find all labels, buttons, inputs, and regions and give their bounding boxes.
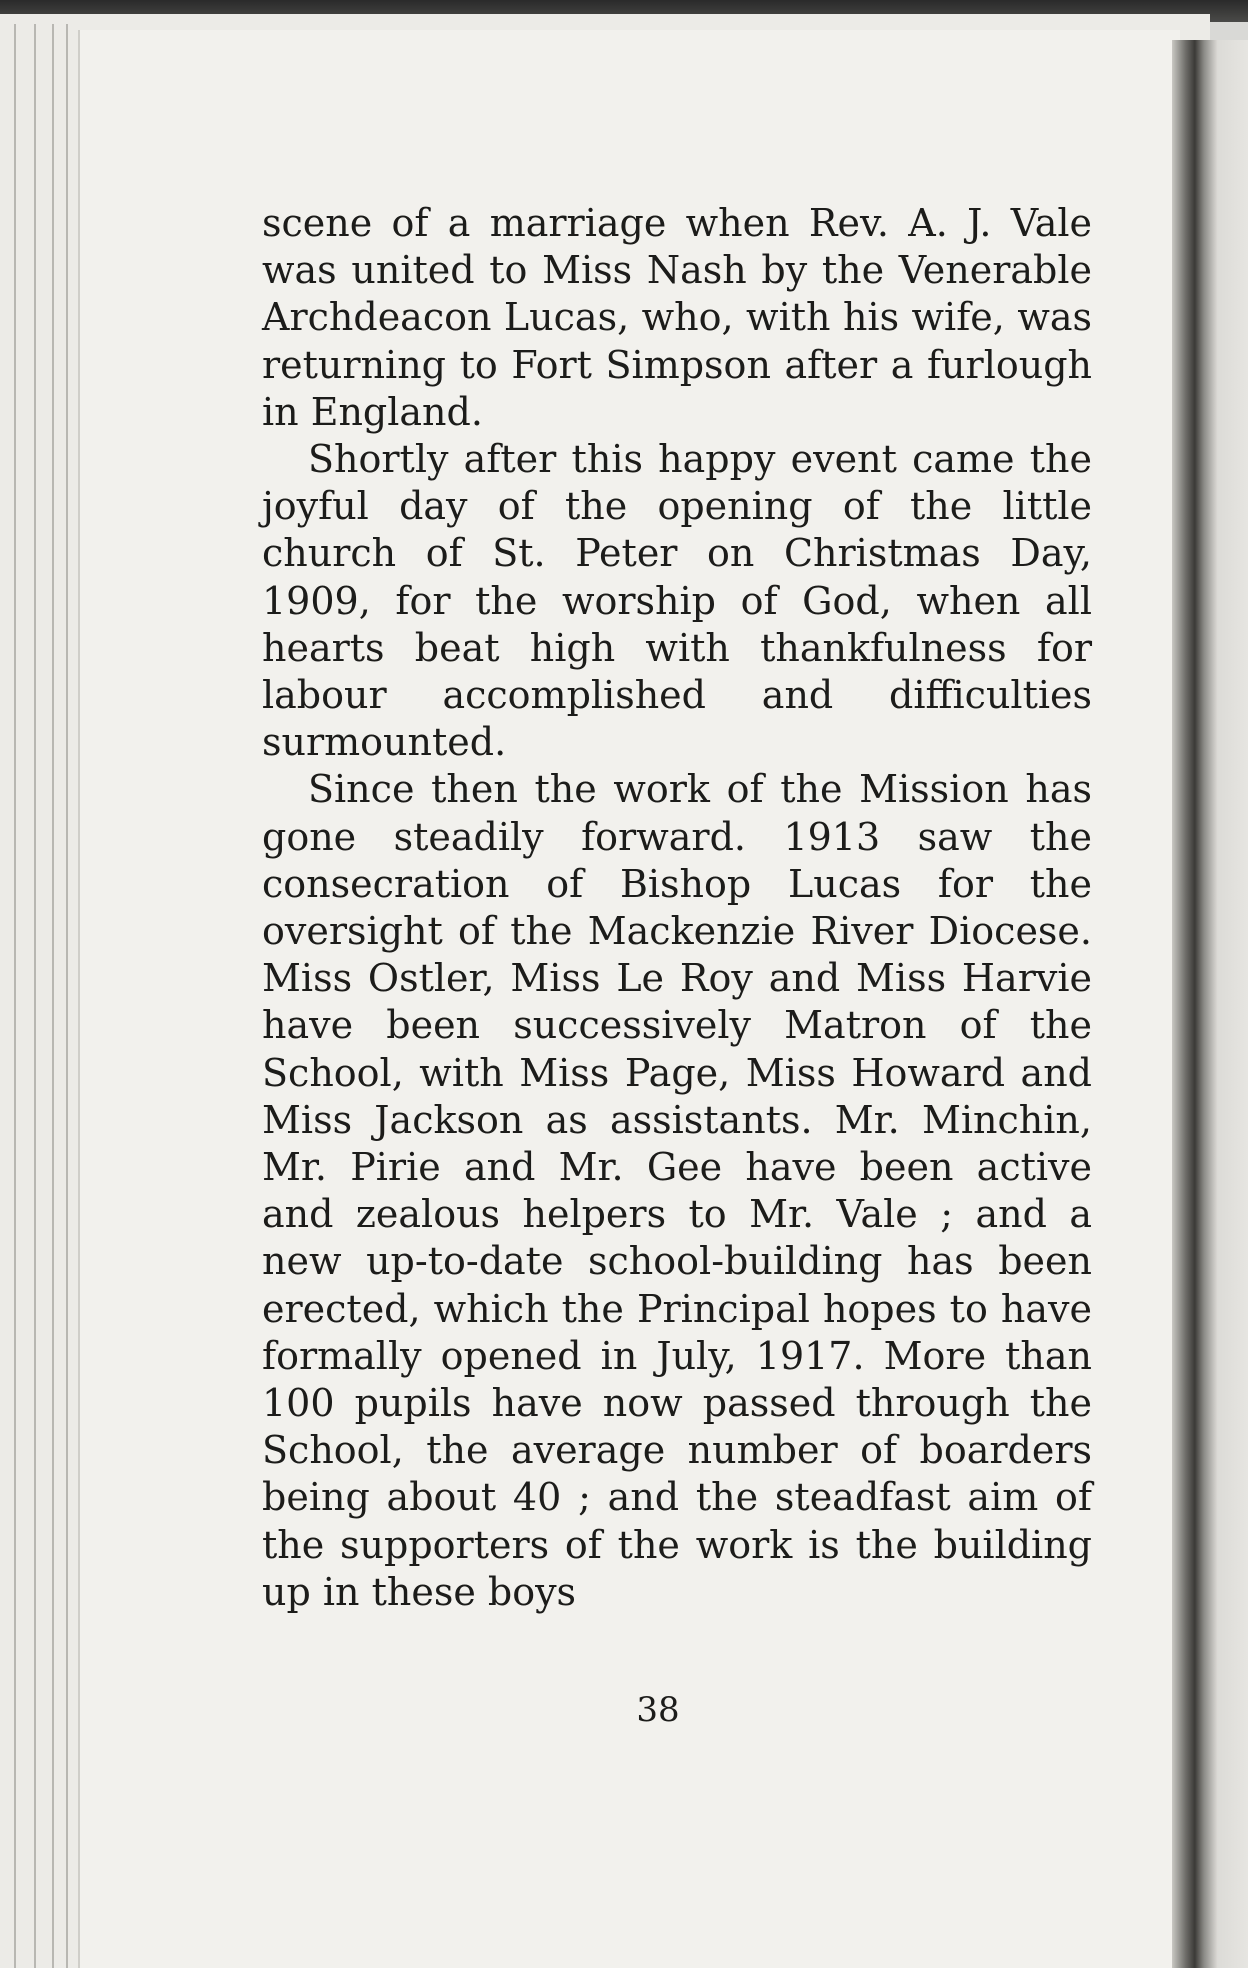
- page-edge: [66, 24, 68, 1968]
- page-number-line: [0, 1690, 1248, 1730]
- page-number: 38: [636, 1690, 680, 1730]
- page-edge: [52, 24, 54, 1968]
- paragraph: Since then the work of the Mission has gone steadily forward. 1913 saw the consecration of Bishop Lucas for the oversight of the Mackenzie River Diocese. Miss Ostler, Miss Le Roy and Miss Harvie have been successively Matron of the School, with Miss Page, Miss Howard and Miss Jackson as assistants. Mr. Minchin, Mr. Pirie and Mr. Gee have been active and zealous helpers to Mr. Vale ; and a new up-to-date school-building has been erected, which the Principal hopes to have formally opened in July, 1917. More than 100 pupils have now passed through the School, the average number of boarders being about 40 ; and the steadfast aim of the supporters of the work is the building up in these boys: [262, 767, 1092, 1614]
- page-edge: [14, 24, 16, 1968]
- paragraph: scene of a marriage when Rev. A. J. Vale was united to Miss Nash by the Venerable Archdeacon Lucas, who, with his wife, was returning to Fort Simpson after a furlough in England.: [262, 201, 1092, 434]
- paragraph: Shortly after this happy event came the joyful day of the opening of the little church of St. Peter on Christmas Day, 1909, for the worship of God, when all hearts beat high with thankfulness for labour accomplished and difficulties surmounted.: [262, 437, 1092, 765]
- page-edge: [34, 24, 36, 1968]
- book-gutter: [1172, 40, 1248, 1968]
- body-text: [262, 200, 1092, 1616]
